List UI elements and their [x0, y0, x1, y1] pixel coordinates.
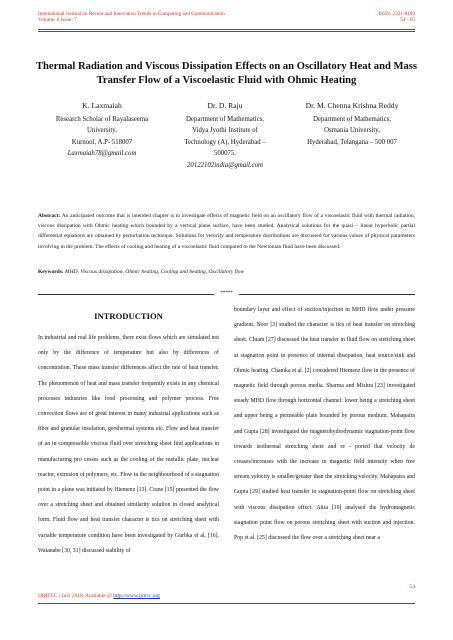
keywords	[38, 268, 415, 276]
author-email[interactable]: Laxmaiah78@gmail.com	[67, 150, 137, 158]
section-divider	[38, 290, 415, 298]
journal-name: International Journal on Recent and Innovation Trends in Computing and Communication	[38, 11, 225, 17]
author-affiliation-line: Vidya Jyothi Institute of	[192, 127, 258, 135]
volume-issue: Volume: 6 Issue: 7	[38, 17, 77, 23]
author-affiliation-line: Osmania University,	[324, 127, 380, 135]
author-email[interactable]: 20122102india@gmail.com	[187, 161, 263, 169]
author-affiliation-line: Hyderabad, Telangana – 500 007	[307, 138, 397, 146]
author-block-1	[38, 100, 166, 160]
author-affiliation-line: Kurnool, A.P- 518007	[71, 138, 133, 146]
body-column-right	[234, 303, 415, 546]
divider-line-left	[38, 294, 214, 295]
author-block-2	[166, 100, 284, 172]
issn: ISSN: 2321-8169	[378, 11, 415, 17]
section-heading-introduction: INTRODUCTION	[94, 311, 163, 321]
journal-link[interactable]: http://www.ijritcc.org	[113, 593, 160, 599]
body-paragraph: In industrial and real life problems, there exist flows which are simulated not only by the difference of temperature but also by differences of concentration. These mass transfer differences affect the rate of heat transfer. The phenomenon of heat and mass transfer frequently exists in any chemical processes industries like food processing and polymer process. Free convection flows are of great interest in many industrial applications such as fiber and granular insulation, geothermal systems etc. Flow and heat transfer of an in compressible viscous fluid over stretching sheet find applications in manufacturing pro cesses such as the cooling of the metallic plate, nuclear reactor, extrusion of polymers, etc. Flow in the neighbourhood of a stagnation point in a plane was initiated by Hiemenz [13]. Crane [15] presented the flow over a stretching sheet and obtained similarity solution in closed analytical form. Fluid flow and heat transfer character is tics on stretching sheet with variable temperature condition have been investigated by Gurbka et al. [16]. Watanabe [30, 31] discussed stability of	[38, 335, 219, 554]
author-name: K. Laxmaiah	[82, 101, 122, 110]
author-name: Dr. D. Raju	[207, 101, 243, 110]
divider-stars: *****	[220, 291, 233, 296]
footer-rule	[38, 603, 415, 604]
header-rule	[38, 29, 415, 30]
keywords-text: MHD, Viscous dissipation, Ohmic heating, Cooling and heating, Oscillatory flow	[65, 269, 245, 275]
author-affiliation-line: Research Scholar of Rayalaseema	[55, 115, 149, 123]
abstract	[38, 211, 415, 252]
abstract-label: Abstract:	[38, 213, 61, 219]
author-affiliation-line: University,	[87, 127, 117, 135]
abstract-text: An anticipated outcome that is intended chapter is to investigate effects of magnetic field on an oscillatory flow of a viscoelastic fluid with thermal radiation, viscous dissipation with Ohmic heating which bounded by a vertical plane surface, have been studied. Analytical solutions for the quasi – linear hyperbolic partial differential equations are obtained by perturbation technique. Solutions for velocity and temperature distributions are discussed for various values of physical parameters involving in the problem. The effects of cooling and heating of a viscoelastic fluid compared to the Newtonian fluid have been discussed.	[38, 213, 416, 250]
journal-header-left	[38, 11, 298, 23]
footer-text: IJRITCC | July 2018, Available @	[38, 593, 114, 599]
page-footer	[38, 593, 160, 599]
divider-line-right	[239, 294, 415, 295]
author-affiliation-line: 500075.	[213, 150, 237, 158]
author-block-3	[286, 100, 418, 148]
author-affiliation-line: Department of Mathematics,	[313, 115, 391, 123]
page-range: 54 - 65	[400, 17, 415, 23]
page-number: 54	[409, 584, 415, 590]
body-paragraph: boundary layer and effect of suction/injection in MHD flow under pressure gradient. Noor [3] studied the character is tics of heat transfer on stretching sheet. Chiam [27] discussed the heat transfer in fluid flow on stretching sheet at stagnation point in presence of internal dissipation, heat source/sink and Ohmic heating. Chamka et al. [2] considered Hiemenz flow in the presence of magnetic field through porous media. Sharma and Mishra [23] investigated steady MHD flow through horizontal channel: lower being a stretching sheet and upper being a permeable plate bounded by porous medium. Mahapatra and Gupta [28] investigated the magnetohydrodynamic stagnation-point flow towards isothermal stretching sheet and re - ported that velocity de creases/increases with the increase in magnetic field intensity when free stream velocity is smaller/greater than the stretching velocity. Mahapatra and Gupta [29] studied heat transfer in stagnation-point flow on stretching sheet with viscous dissipation effect. Attia [10] analysed the hydromagnetic stagnation point flow on porous stretching sheet with suction and injection. Pop et al. [25] discussed the flow over a stretching sheet near a	[234, 307, 415, 542]
author-name: Dr. M. Chenna Krishna Reddy	[305, 101, 399, 110]
journal-header-right	[295, 11, 415, 23]
author-affiliation-line: Technology (A), Hyderabad –	[184, 138, 266, 146]
header-rule-secondary	[38, 31, 415, 32]
author-affiliation-line: Department of Mathematics,	[186, 115, 264, 123]
body-column-left	[38, 305, 219, 559]
paper-title: Thermal Radiation and Viscous Dissipation Effects on an Oscillatory Heat and Mass Transfer Flow of a Viscoelastic Fluid with Ohmic Heating	[35, 61, 418, 86]
keywords-label: Keywords:	[38, 269, 64, 275]
